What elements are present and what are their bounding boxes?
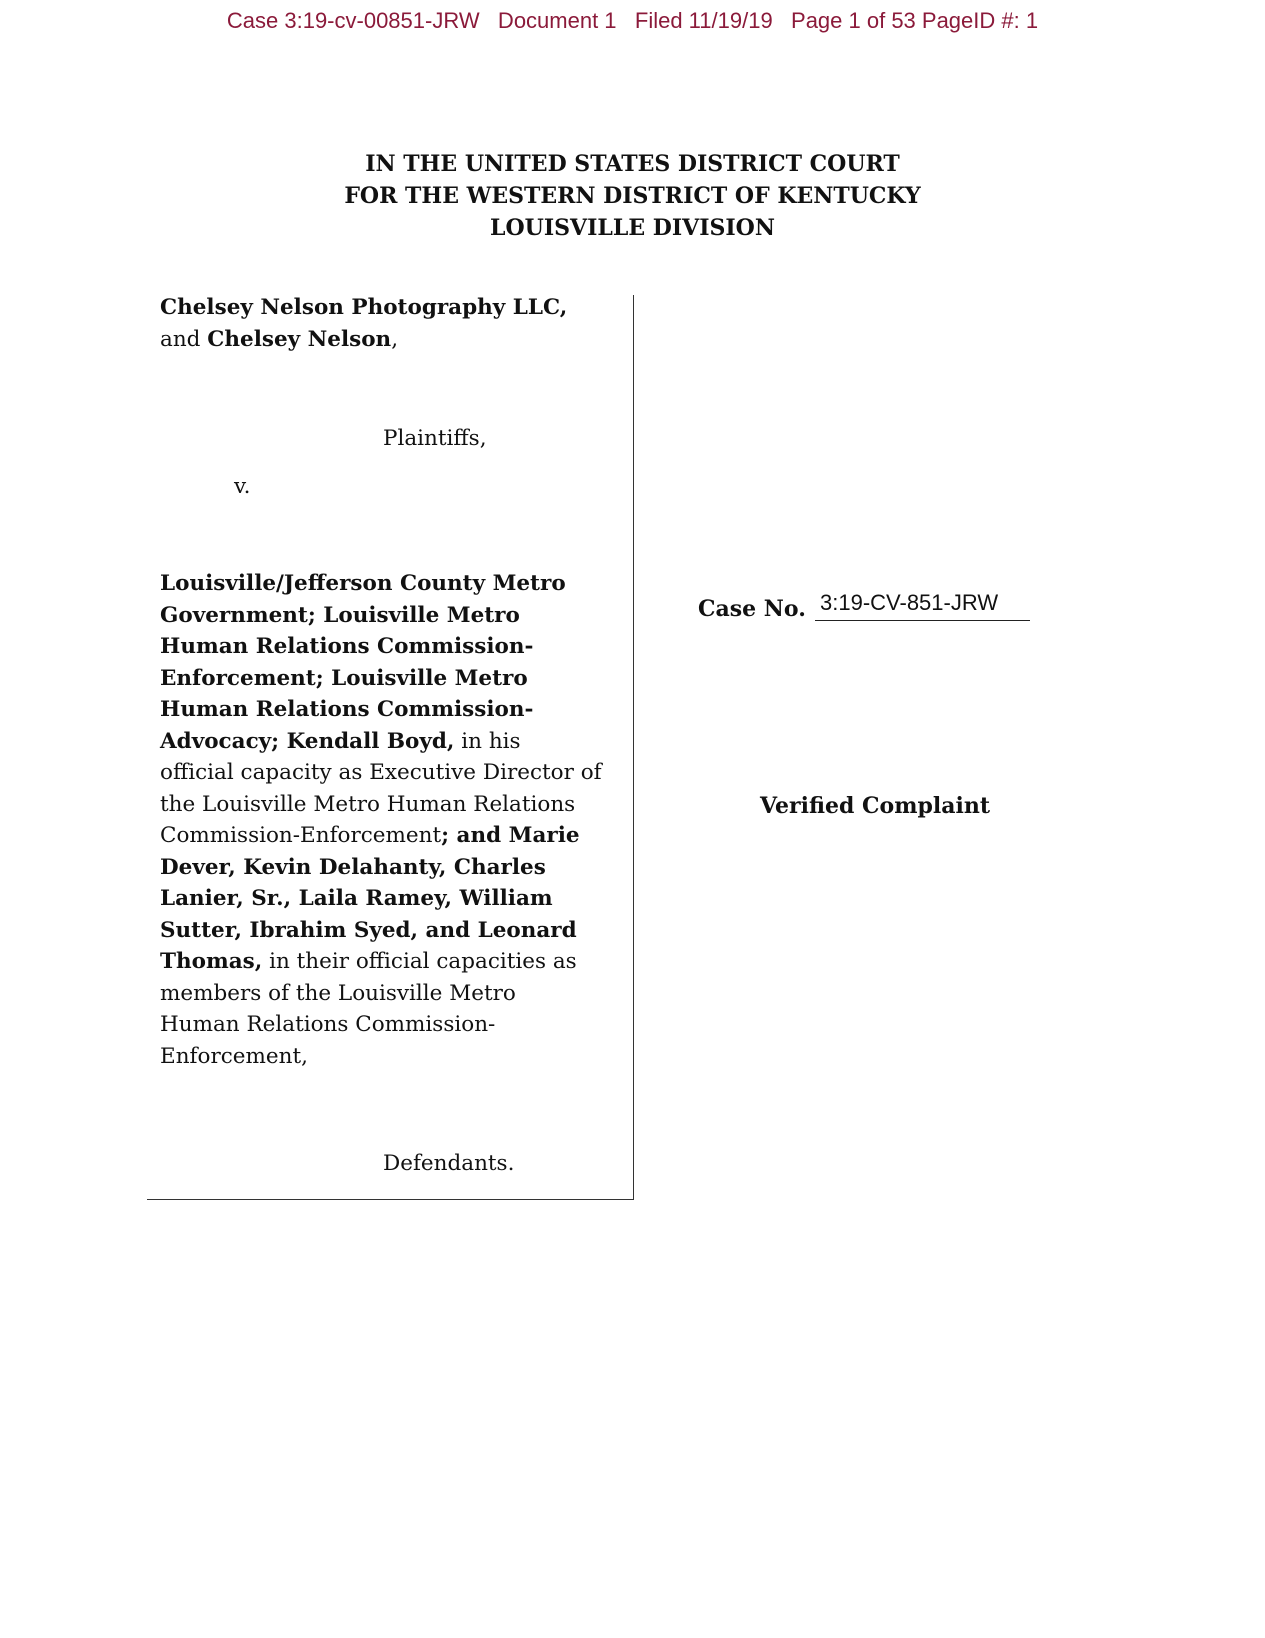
caption-text: Lanier, Sr., Laila Ramey, William [160,886,553,911]
caption-text: Human Relations Commission- [160,697,534,722]
caption-text: ; and Marie [441,823,580,848]
caption-text: , [391,326,399,352]
caption-line [160,324,567,356]
caption-text: Chelsey Nelson Photography LLC, [160,295,568,320]
caption-line [160,915,602,947]
court-line: FOR THE WESTERN DISTRICT OF KENTUCKY [344,183,921,209]
caption-line [160,1041,602,1073]
court-line: LOUISVILLE DIVISION [490,215,775,241]
case-header-stamp: Case 3:19-cv-00851-JRW Document 1 Filed 11/19/19 Page 1 of 53 PageID #: 1 [226,8,1039,33]
caption-text: Dever, Kevin Delahanty, Charles [160,854,546,880]
caption-text: in their official capacities as [262,949,577,974]
defendants-names [160,568,602,1072]
caption-text: Advocacy; Kendall Boyd, [160,728,455,754]
caption-line [160,1009,602,1041]
caption-text: Government; Louisville Metro [160,602,520,628]
court-line: IN THE UNITED STATES DISTRICT COURT [365,151,900,177]
caption-line [160,726,602,758]
caption-line [160,663,602,695]
caption-text: Louisville/Jefferson County Metro [160,571,566,596]
caption-line [160,757,602,789]
caption-line [160,600,602,632]
caption-text: Chelsey Nelson [207,326,392,352]
caption-line [160,852,602,884]
plaintiffs-names [160,292,567,355]
caption-text: members of the Louisville Metro [160,980,516,1006]
case-number-value: 3:19-CV-851-JRW [815,590,1030,621]
caption-line [160,292,567,324]
defendants-label: Defendants. [383,1151,515,1176]
caption-text: in his [454,728,521,754]
caption-divider-vertical [633,295,634,1200]
caption-text: Thomas, [160,949,263,974]
caption-line [160,694,602,726]
caption-text: Sutter, Ibrahim Syed, and Leonard [160,917,577,943]
document-title: Verified Complaint [759,793,990,819]
caption-text: Human Relations Commission- [160,1012,496,1037]
court-caption [0,148,1265,244]
caption-line [160,946,602,978]
caption-line [160,568,602,600]
caption-line [160,978,602,1010]
caption-divider-horizontal [147,1199,634,1200]
caption-text: official capacity as Executive Director of [160,760,602,785]
caption-text: Commission-Enforcement [160,823,442,848]
caption-line [160,820,602,852]
caption-line [160,883,602,915]
versus: v. [234,474,251,499]
case-number-label: Case No. [698,596,806,622]
caption-text: the Louisville Metro Human Relations [160,791,576,817]
plaintiffs-label: Plaintiffs, [383,426,487,451]
caption-text: Human Relations Commission- [160,634,534,659]
caption-text: Enforcement; Louisville Metro [160,665,528,691]
caption-text: Enforcement, [160,1043,308,1069]
caption-text: and [160,326,208,352]
caption-line [160,631,602,663]
